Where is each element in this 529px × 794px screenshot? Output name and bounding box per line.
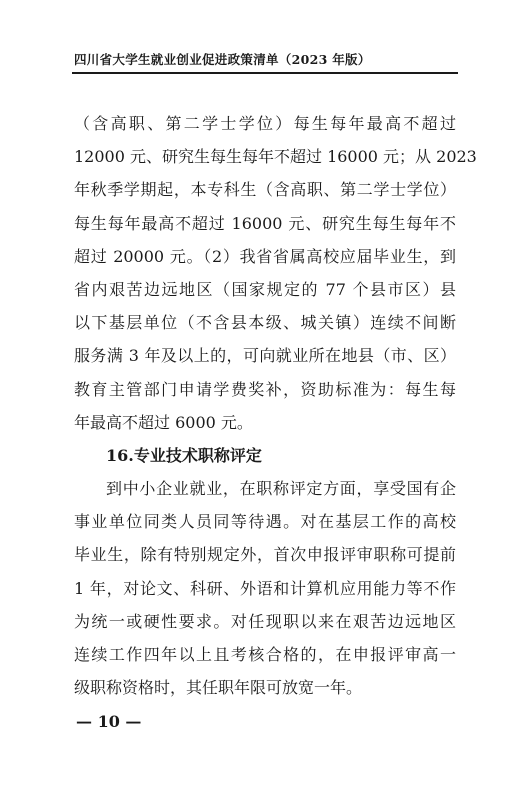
paragraph-line: 级职称资格时，其任职年限可放宽一年。 — [74, 678, 363, 698]
paragraph-line: 每生每年最高不超过 16000 元、研究生每生每年不 — [74, 213, 456, 233]
page-number: — 10 — — [76, 712, 142, 731]
paragraph-line: （含高职、第二学士学位）每生每年最高不超过 — [74, 114, 456, 133]
paragraph-line: 为统一或硬性要求。对任现职以来在艰苦边远地区 — [74, 611, 456, 631]
paragraph-line: 年最高不超过 6000 元。 — [74, 412, 253, 432]
paragraph-line: 超过 20000 元。（2）我省省属高校应届毕业生，到 — [74, 246, 456, 266]
paragraph-line: 到中小企业就业，在职称评定方面，享受国有企 — [106, 479, 456, 499]
paragraph-line: 事业单位同类人员同等待遇。对在基层工作的高校 — [74, 512, 456, 532]
header-divider — [72, 72, 458, 74]
paragraph-line: 教育主管部门申请学费奖补，资助标准为：每生每 — [74, 379, 456, 399]
paragraph-line: 1 年，对论文、科研、外语和计算机应用能力等不作 — [74, 578, 456, 598]
paragraph-line: 以下基层单位（不含县本级、城关镇）连续不间断 — [74, 313, 456, 333]
paragraph-line: 省内艰苦边远地区（国家规定的 77 个县市区）县 — [74, 279, 456, 299]
document-body — [74, 114, 477, 711]
section-heading: 16.专业技术职称评定 — [106, 445, 262, 465]
paragraph-line: 连续工作四年以上且考核合格的，在申报评审高一 — [74, 645, 456, 664]
document-header-title: 四川省大学生就业创业促进政策清单（2023 年版） — [74, 52, 371, 67]
paragraph-line: 12000 元、研究生每生每年不超过 16000 元；从 2023 — [74, 147, 477, 167]
paragraph-line: 服务满 3 年及以上的，可向就业所在地县（市、区） — [74, 346, 456, 366]
paragraph-line: 毕业生，除有特别规定外，首次申报评审职称可提前 — [74, 545, 456, 565]
paragraph-line: 年秋季学期起，本专科生（含高职、第二学士学位） — [74, 180, 456, 200]
